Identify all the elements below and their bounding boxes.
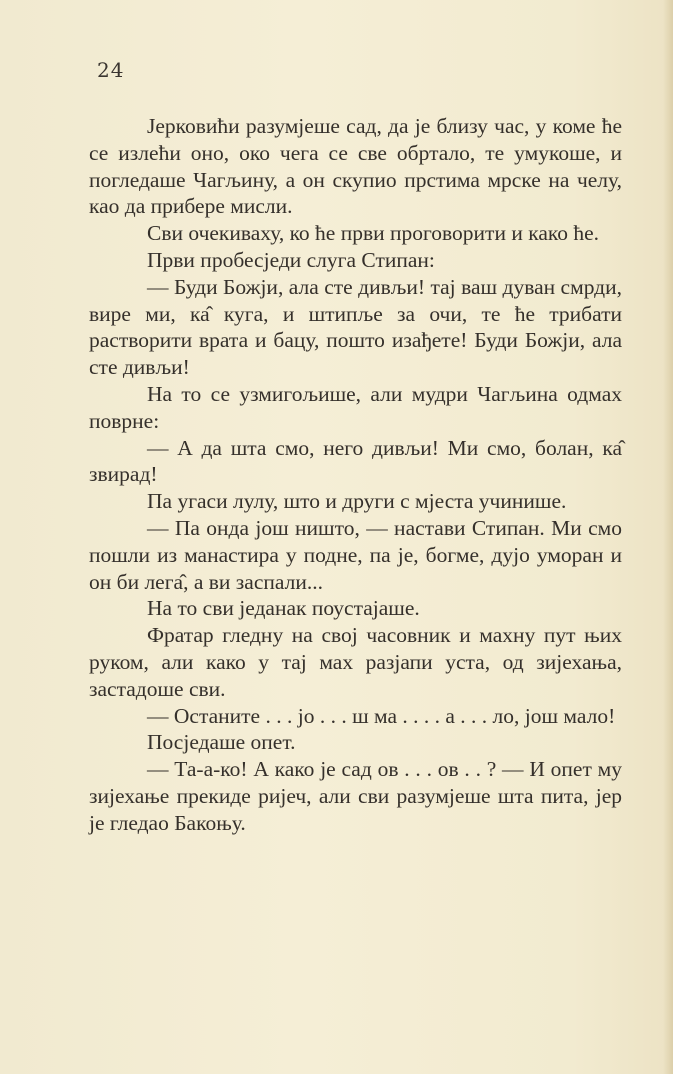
paragraph: Па угаси лулу, што и други с мјеста учинише.	[147, 489, 567, 514]
paragraph: Фратар гледну на свој часовник и махну пут њих руком, али како у тај мах разјапи уста, од зијехања, застадоше сви.	[89, 623, 622, 701]
paragraph: Сви очекиваху, ко ће први проговорити и како ће.	[147, 221, 600, 246]
body-text	[89, 113, 622, 837]
page-edge-shadow	[663, 0, 673, 1074]
paragraph: — Та-а-ко! А како је сад ов . . . ов . . ? — И опет му зијехање прекиде ријеч, али сви разумјеше шта пита, јер је гледао Бакоњу.	[89, 757, 622, 835]
paragraph: — Па онда још ништо, — настави Стипан. Ми смо пошли из манастира у подне, па је, богме, дујо уморан и он би лега̂, а ви заспали...	[89, 515, 622, 594]
paragraph: — Останите . . . јо . . . ш ма . . . . а . . . ло, још мало!	[147, 703, 616, 728]
paragraph: — А да шта смо, него дивљи! Ми смо, болан, ка̂ звирад!	[89, 435, 622, 487]
paragraph: Јерковићи разумјеше сад, да је близу час, у коме ће се излећи оно, око чега се све обртало, те умукоше, и погледаше Чагљину, а он скупио прстима мрске на челу, као да прибере мисли.	[89, 114, 622, 219]
paragraph: На то сви једанак поустајаше.	[147, 596, 420, 621]
paragraph: — Буди Божји, ала сте дивљи! тај ваш дуван смрди, вире ми, ка̂ куга, и штипље за очи, те ће трибати растворити врата и бацу, пошто изађете! Буди Божји, ала сте дивљи!	[89, 274, 622, 380]
paragraph: Посједаше опет.	[147, 730, 296, 755]
page-number: 24	[97, 58, 125, 82]
paragraph: На то се узмигољише, али мудри Чагљина одмах поврне:	[89, 381, 622, 433]
paragraph: Први пробесједи слуга Стипан:	[147, 247, 435, 272]
